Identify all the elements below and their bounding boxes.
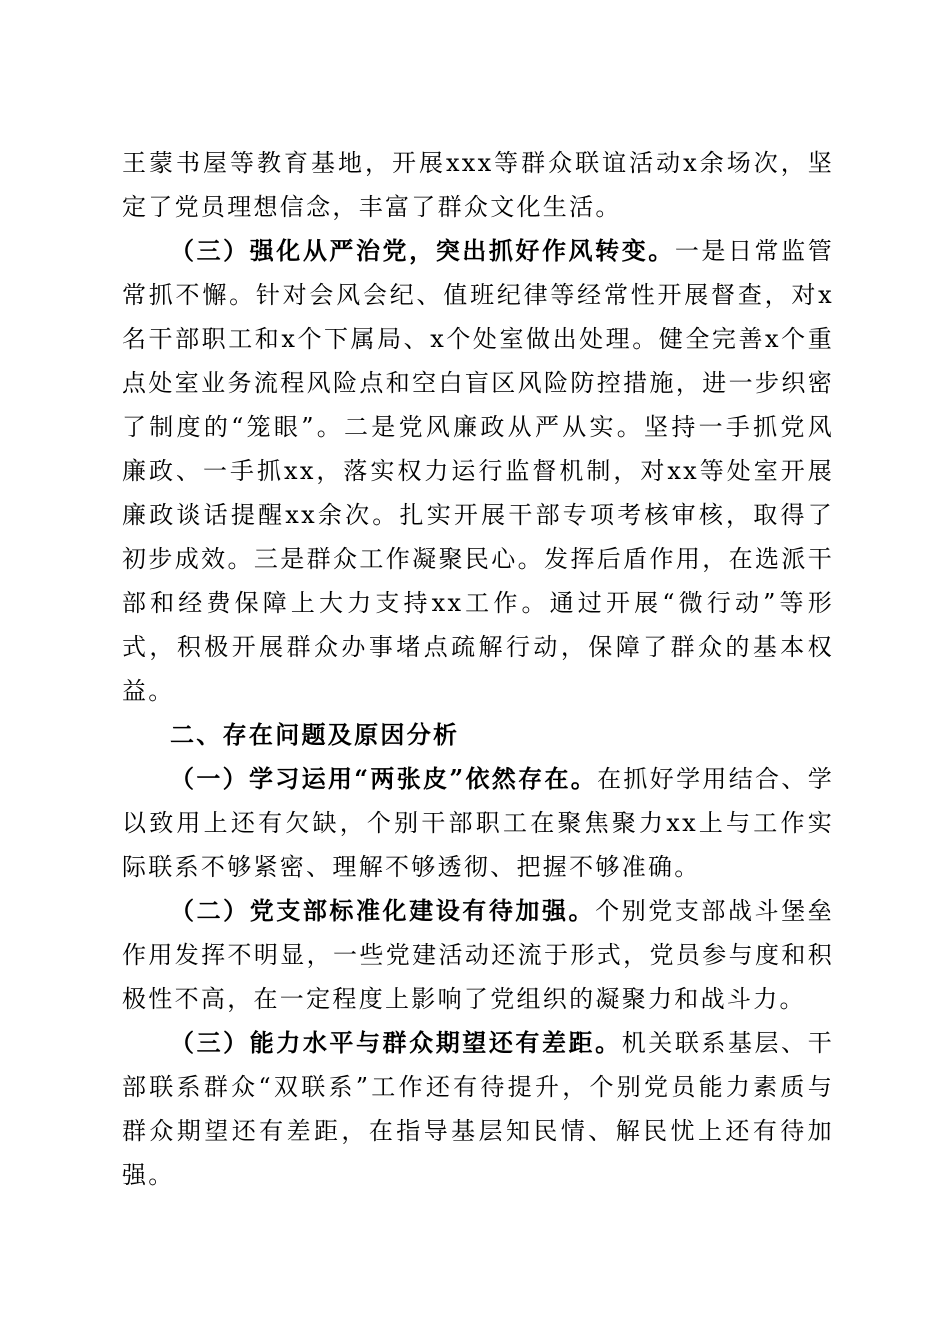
paragraph-strict-governance bbox=[122, 229, 834, 713]
paragraph-lead: （三）强化从严治党，突出抓好作风转变。 bbox=[170, 236, 675, 265]
paragraph-lead: （二）党支部标准化建设有待加强。 bbox=[170, 896, 596, 925]
paragraph-text: 王蒙书屋等教育基地，开展xxx等群众联谊活动x余场次，坚定了党员理想信念，丰富了群众文化生活。 bbox=[122, 149, 834, 221]
paragraph-text: 个别党支部战斗堡垒作用发挥不明显，一些党建活动还流于形式，党员参与度和积极性不高，在一定程度上影响了党组织的凝聚力和战斗力。 bbox=[122, 897, 834, 1013]
paragraph-issue-3 bbox=[122, 1021, 834, 1197]
paragraph-lead: （三）能力水平与群众期望还有差距。 bbox=[170, 1028, 622, 1057]
paragraph-text: 在抓好学用结合、学以致用上还有欠缺，个别干部职工在聚焦聚力xx上与工作实际联系不够紧密、理解不够透彻、把握不够准确。 bbox=[122, 765, 834, 881]
section-heading: 二、存在问题及原因分析 bbox=[170, 721, 460, 749]
paragraph-continuation bbox=[122, 141, 834, 229]
document-body bbox=[122, 141, 834, 1197]
paragraph-issue-2 bbox=[122, 889, 834, 1021]
paragraph-text: 一是日常监管常抓不懈。针对会风会纪、值班纪律等经常性开展督查，对x名干部职工和x个下属局、x个处室做出处理。健全完善x个重点处室业务流程风险点和空白盲区风险防控措施，进一步织密了制度的“笼眼”。二是党风廉政从严从实。坚持一手抓党风廉政、一手抓xx，落实权力运行监督机制，对xx等处室开展廉政谈话提醒xx余次。扎实开展干部专项考核审核，取得了初步成效。三是群众工作凝聚民心。发挥后盾作用，在选派干部和经费保障上大力支持xx工作。通过开展“微行动”等形式，积极开展群众办事堵点疏解行动，保障了群众的基本权益。 bbox=[122, 237, 834, 705]
paragraph-lead: （一）学习运用“两张皮”依然存在。 bbox=[170, 764, 598, 793]
paragraph-text: 机关联系基层、干部联系群众“双联系”工作还有待提升，个别党员能力素质与群众期望还有差距，在指导基层知民情、解民忧上还有待加强。 bbox=[122, 1029, 834, 1189]
paragraph-issue-1 bbox=[122, 757, 834, 889]
